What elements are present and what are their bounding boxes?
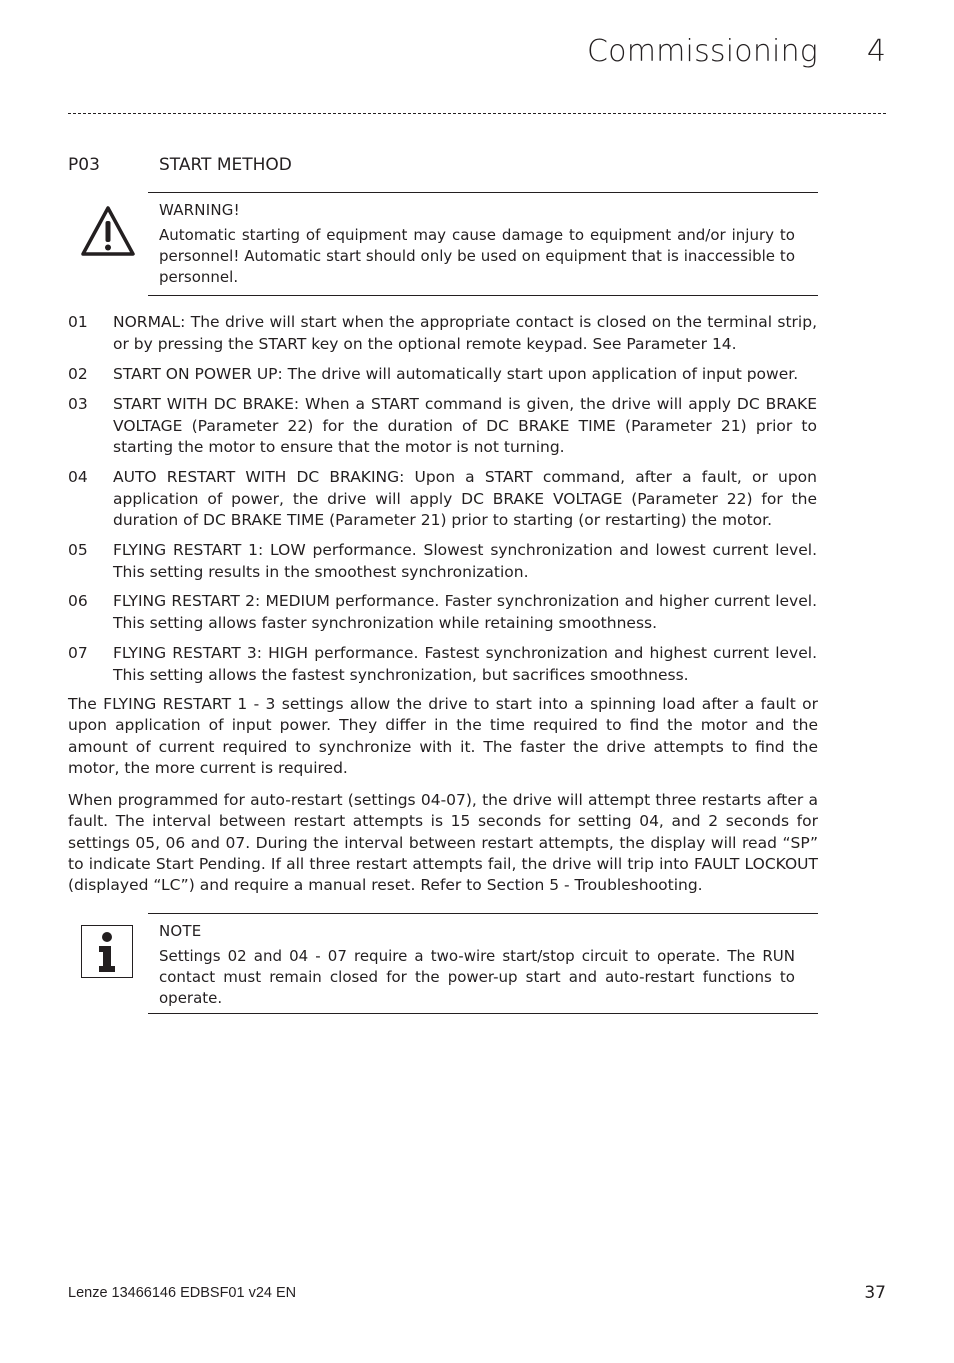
setting-code: 02 — [68, 365, 88, 383]
warning-label: WARNING! — [159, 201, 240, 219]
setting-code: 01 — [68, 313, 88, 331]
info-glyph-icon — [82, 926, 132, 977]
page-number: 37 — [864, 1283, 886, 1303]
parameter-title: START METHOD — [159, 155, 292, 175]
warning-text: Automatic starting of equipment may cause damage to equipment and/or injury to personnel! Automatic start should only be used on equipment that is inaccessible to personnel. — [159, 226, 795, 286]
setting-description: AUTO RESTART WITH DC BRAKING: Upon a START command, after a fault, or upon application of power, the drive will apply DC BRAKE VOLTAGE (Parameter 22) for the duration of DC BRAKE TIME (Parameter 21) prior to starting (or restarting) the motor. — [113, 468, 817, 529]
setting-code: 07 — [68, 644, 88, 662]
setting-description: FLYING RESTART 3: HIGH performance. Fastest synchronization and highest current level. This setting allows the fastest synchronization, but sacrifices smoothness. — [113, 644, 817, 684]
note-text: Settings 02 and 04 - 07 require a two-wire start/stop circuit to operate. The RUN contact must remain closed for the power-up start and auto-restart functions to operate. — [159, 947, 795, 1007]
chapter-number: 4 — [866, 34, 886, 69]
warning-triangle-icon — [80, 205, 136, 257]
note-label: NOTE — [159, 922, 202, 940]
setting-code: 06 — [68, 592, 88, 610]
warning-callout — [148, 192, 818, 296]
body-paragraph: The FLYING RESTART 1 - 3 settings allow the drive to start into a spinning load after a fault or upon application of input power. They differ in the time required to find the motor and the amount of current required to synchronize with it. The faster the drive attempts to find the motor, the more current is required. — [68, 695, 818, 777]
footer-document-id: Lenze 13466146 EDBSF01 v24 EN — [68, 1285, 297, 1301]
setting-description: START WITH DC BRAKE: When a START command is given, the drive will apply DC BRAKE VOLTAGE (Parameter 22) for the duration of DC BRAKE TIME (Parameter 21) prior to starting the motor to ensure that the motor is not turning. — [113, 395, 817, 456]
setting-code: 03 — [68, 395, 88, 413]
chapter-title: Commissioning — [587, 34, 818, 69]
setting-description: START ON POWER UP: The drive will automatically start upon application of input power. — [113, 365, 799, 383]
header-divider — [68, 113, 886, 114]
setting-description: NORMAL: The drive will start when the appropriate contact is closed on the terminal strip, or by pressing the START key on the optional remote keypad. See Parameter 14. — [113, 313, 817, 353]
parameter-code: P03 — [68, 155, 100, 175]
info-icon — [81, 925, 133, 978]
note-callout — [148, 913, 818, 1014]
setting-description: FLYING RESTART 1: LOW performance. Slowest synchronization and lowest current level. This setting results in the smoothest synchronization. — [113, 541, 817, 581]
setting-code: 04 — [68, 468, 88, 486]
body-paragraph: When programmed for auto-restart (settings 04-07), the drive will attempt three restarts after a fault. The interval between restart attempts is 15 seconds for setting 04, and 2 seconds for settings 05, 06 and 07. During the interval between restart attempts, the display will read “SP” to indicate Start Pending. If all three restart attempts fail, the drive will trip into FAULT LOCKOUT (displayed “LC”) and require a manual reset. Refer to Section 5 - Troubleshooting. — [68, 791, 818, 895]
setting-description: FLYING RESTART 2: MEDIUM performance. Faster synchronization and higher current level. This setting allows faster synchronization while retaining smoothness. — [113, 592, 817, 632]
setting-code: 05 — [68, 541, 88, 559]
